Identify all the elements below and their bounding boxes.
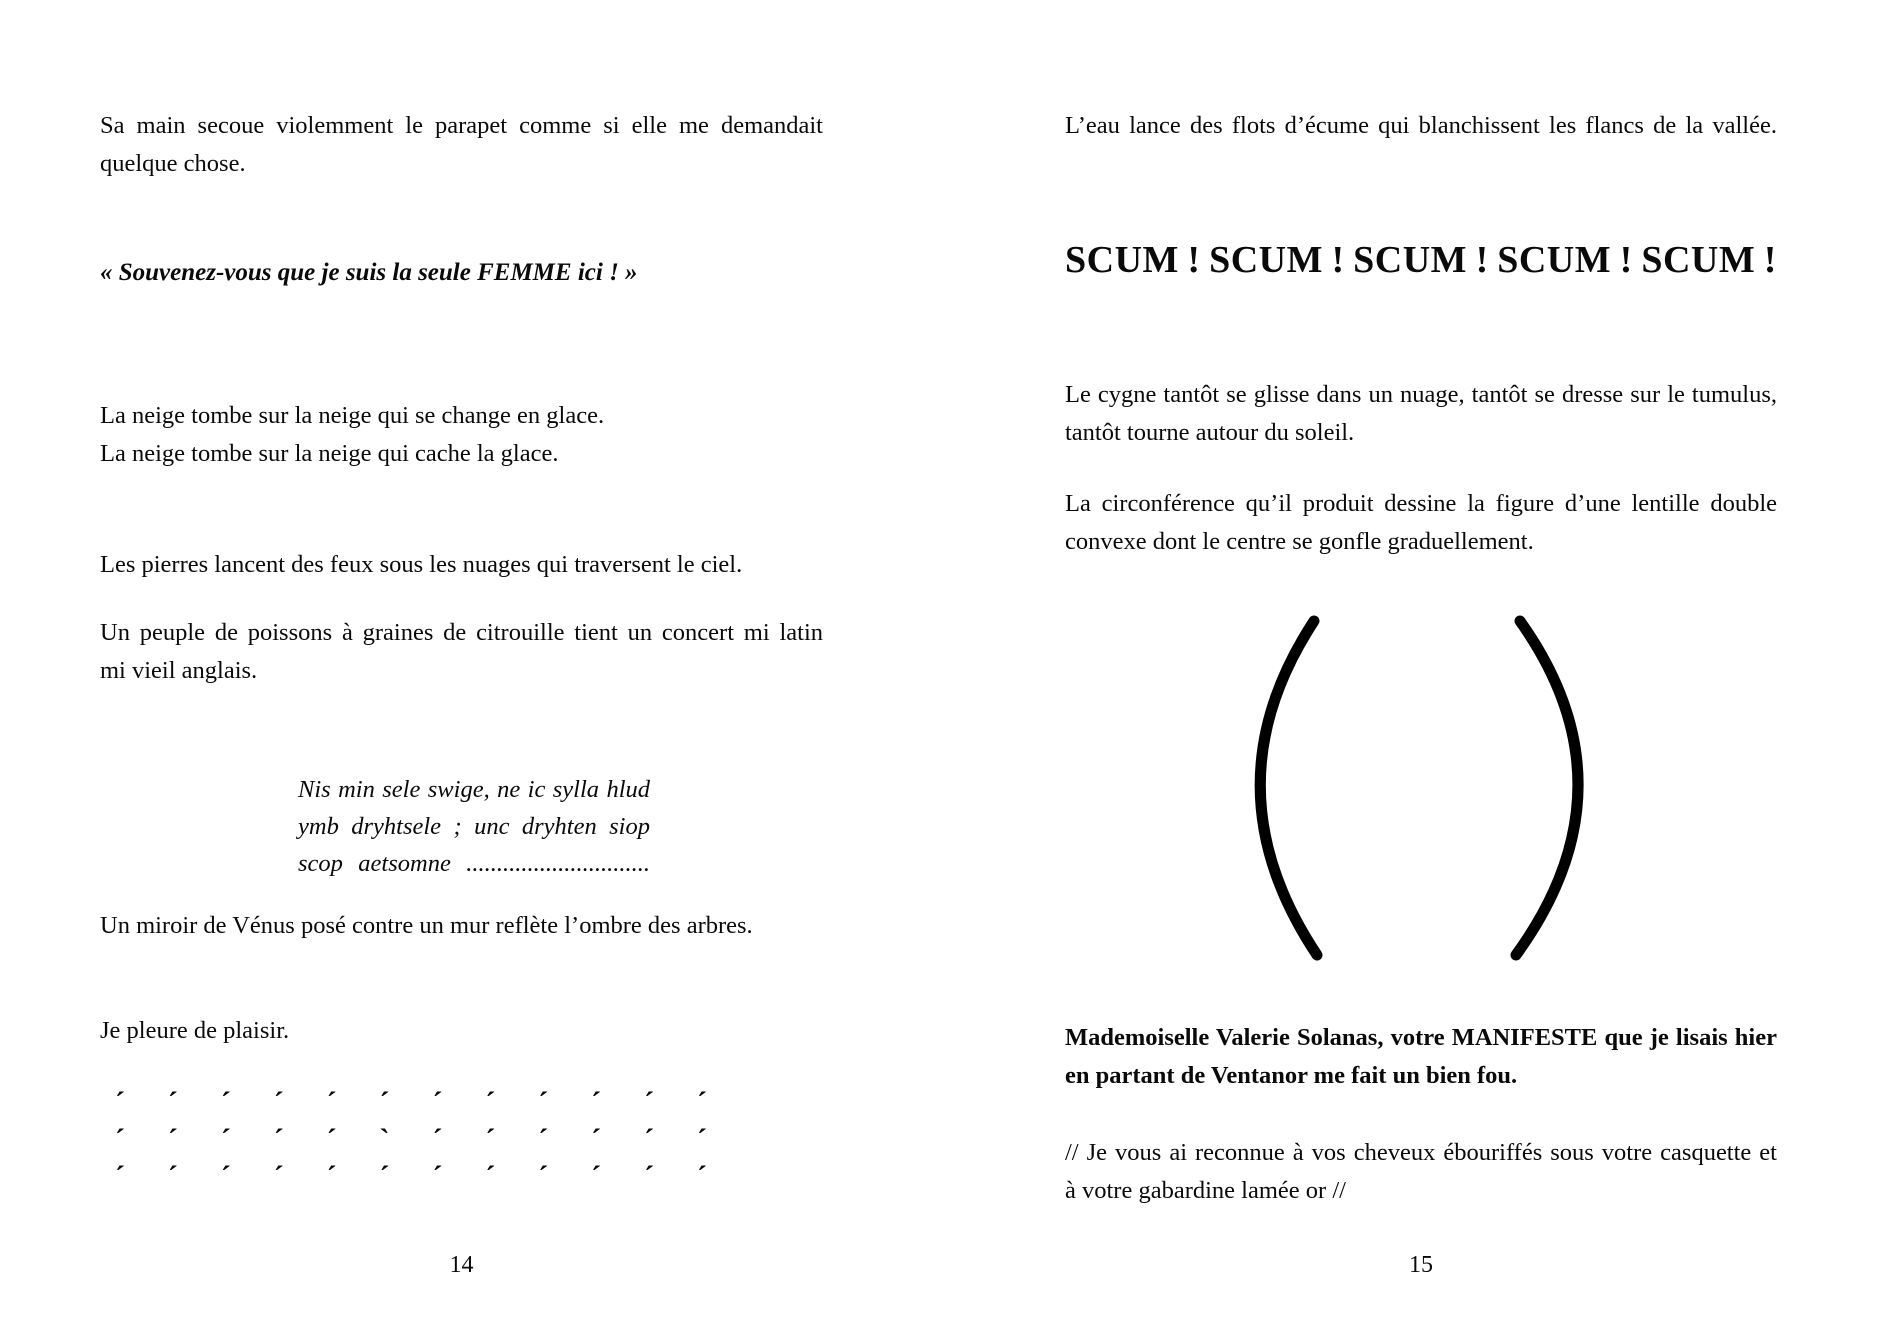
large-left-parenthesis <box>1260 621 1317 955</box>
accent-mark: ´ <box>273 1160 284 1193</box>
paragraph-circonference <box>1065 485 1777 561</box>
scum-headline <box>1065 238 1777 282</box>
text-line: quelque chose. <box>100 150 246 177</box>
accent-mark: ´ <box>591 1160 602 1193</box>
verse-line: Nis min sele swige, ne ic sylla hlud <box>298 776 650 803</box>
scum-token: ! <box>1331 239 1345 281</box>
accent-mark: ´ <box>696 1123 707 1156</box>
accent-mark: ´ <box>591 1086 602 1119</box>
accent-mark: ´ <box>326 1086 337 1119</box>
scum-token: SCUM <box>1353 239 1468 281</box>
text-line: Sa main secoue violemment le parapet comme si elle me demandait <box>100 112 823 139</box>
accent-mark-row <box>115 1088 707 1125</box>
accent-mark: ´ <box>167 1086 178 1119</box>
text-line: // Je vous ai reconnue à vos cheveux ébouriffés sous votre casquette et <box>1065 1139 1777 1166</box>
old-english-verse <box>298 771 650 882</box>
accent-mark: ´ <box>644 1086 655 1119</box>
accent-mark: ´ <box>485 1086 496 1119</box>
accent-mark: ´ <box>379 1160 390 1193</box>
accent-mark: ´ <box>696 1086 707 1119</box>
accent-mark: ´ <box>538 1160 549 1193</box>
paragraph-neige <box>100 397 823 473</box>
text-line: Les pierres lancent des feux sous les nuages qui traversent le ciel. <box>100 551 743 578</box>
text-line: L’eau lance des flots d’écume qui blanchissent les flancs de la vallée. <box>1065 112 1777 139</box>
accent-mark: ´ <box>696 1160 707 1193</box>
accent-mark-row <box>115 1162 707 1199</box>
verse-line: scop aetsomne .............................. <box>298 850 650 877</box>
right-page <box>1065 0 1777 1339</box>
text-line: La neige tombe sur la neige qui cache la glace. <box>100 440 559 467</box>
large-right-parenthesis <box>1516 621 1578 955</box>
paragraph-sa-main <box>100 107 823 183</box>
left-page <box>100 0 823 1339</box>
accent-mark: ´ <box>273 1123 284 1156</box>
accent-mark: ´ <box>115 1123 125 1156</box>
accent-mark: ´ <box>326 1123 337 1156</box>
accent-mark: ´ <box>485 1123 496 1156</box>
paragraph-peuple <box>100 614 823 690</box>
accent-mark: ´ <box>432 1160 443 1193</box>
accent-mark: ´ <box>485 1160 496 1193</box>
accent-mark-row <box>115 1125 707 1162</box>
scum-token: ! <box>1619 239 1633 281</box>
text-line: Mademoiselle Valerie Solanas, votre MANIFESTE que je lisais hier <box>1065 1024 1777 1051</box>
accent-mark: ´ <box>220 1086 231 1119</box>
text-line: La neige tombe sur la neige qui se change en glace. <box>100 402 605 429</box>
accent-mark: ´ <box>591 1123 602 1156</box>
paragraph-solanas <box>1065 1019 1777 1095</box>
text-line: Un peuple de poissons à graines de citrouille tient un concert mi latin <box>100 619 823 646</box>
accent-mark: ´ <box>167 1123 178 1156</box>
accent-mark: ´ <box>432 1086 443 1119</box>
text-line: tantôt tourne autour du soleil. <box>1065 419 1355 446</box>
large-parentheses-figure <box>1065 615 1777 963</box>
paragraph-reconnue <box>1065 1134 1777 1210</box>
scum-token: SCUM <box>1209 239 1323 281</box>
text-line: en partant de Ventanor me fait un bien fou. <box>1065 1062 1518 1089</box>
text-line: à votre gabardine lamée or // <box>1065 1177 1346 1204</box>
quote-femme <box>100 254 823 292</box>
accent-mark: ´ <box>220 1160 231 1193</box>
accent-mark: ´ <box>220 1123 231 1156</box>
scum-token: ! <box>1475 239 1489 281</box>
scum-token: ! <box>1763 239 1777 281</box>
page-number-left: 14 <box>449 1252 474 1278</box>
text-line: Un miroir de Vénus posé contre un mur reflète l’ombre des arbres. <box>100 912 753 939</box>
paragraph-pleure <box>100 1012 823 1050</box>
accent-mark: ` <box>379 1123 390 1156</box>
text-line: La circonférence qu’il produit dessine la figure d’une lentille double <box>1065 490 1777 517</box>
accent-mark: ´ <box>379 1086 390 1119</box>
text-line: convexe dont le centre se gonfle graduellement. <box>1065 528 1534 555</box>
text-line: « Souvenez-vous que je suis la seule FEMME ici ! » <box>100 259 638 286</box>
verse-line: ymb dryhtsele ; unc dryhten siop <box>298 813 650 840</box>
scum-token: SCUM <box>1641 239 1756 281</box>
paragraph-pierres <box>100 546 823 584</box>
scum-token: ! <box>1187 239 1201 281</box>
paragraph-eau <box>1065 107 1777 145</box>
text-line: mi vieil anglais. <box>100 657 258 684</box>
accent-mark: ´ <box>538 1086 549 1119</box>
accent-mark: ´ <box>326 1160 337 1193</box>
accent-mark: ´ <box>644 1160 655 1193</box>
accent-mark: ´ <box>115 1086 125 1119</box>
accent-mark: ´ <box>538 1123 549 1156</box>
accent-marks-grid <box>115 1088 707 1199</box>
page-number-right: 15 <box>1409 1252 1433 1278</box>
accent-mark: ´ <box>644 1123 655 1156</box>
accent-mark: ´ <box>273 1086 284 1119</box>
accent-mark: ´ <box>167 1160 178 1193</box>
text-line: Le cygne tantôt se glisse dans un nuage, tantôt se dresse sur le tumulus, <box>1065 381 1777 408</box>
paragraph-miroir <box>100 907 823 945</box>
paragraph-cygne <box>1065 376 1777 452</box>
accent-mark: ´ <box>432 1123 443 1156</box>
text-line: Je pleure de plaisir. <box>100 1017 290 1044</box>
scum-token: SCUM <box>1065 239 1179 281</box>
scum-token: SCUM <box>1497 239 1612 281</box>
accent-mark: ´ <box>115 1160 125 1193</box>
